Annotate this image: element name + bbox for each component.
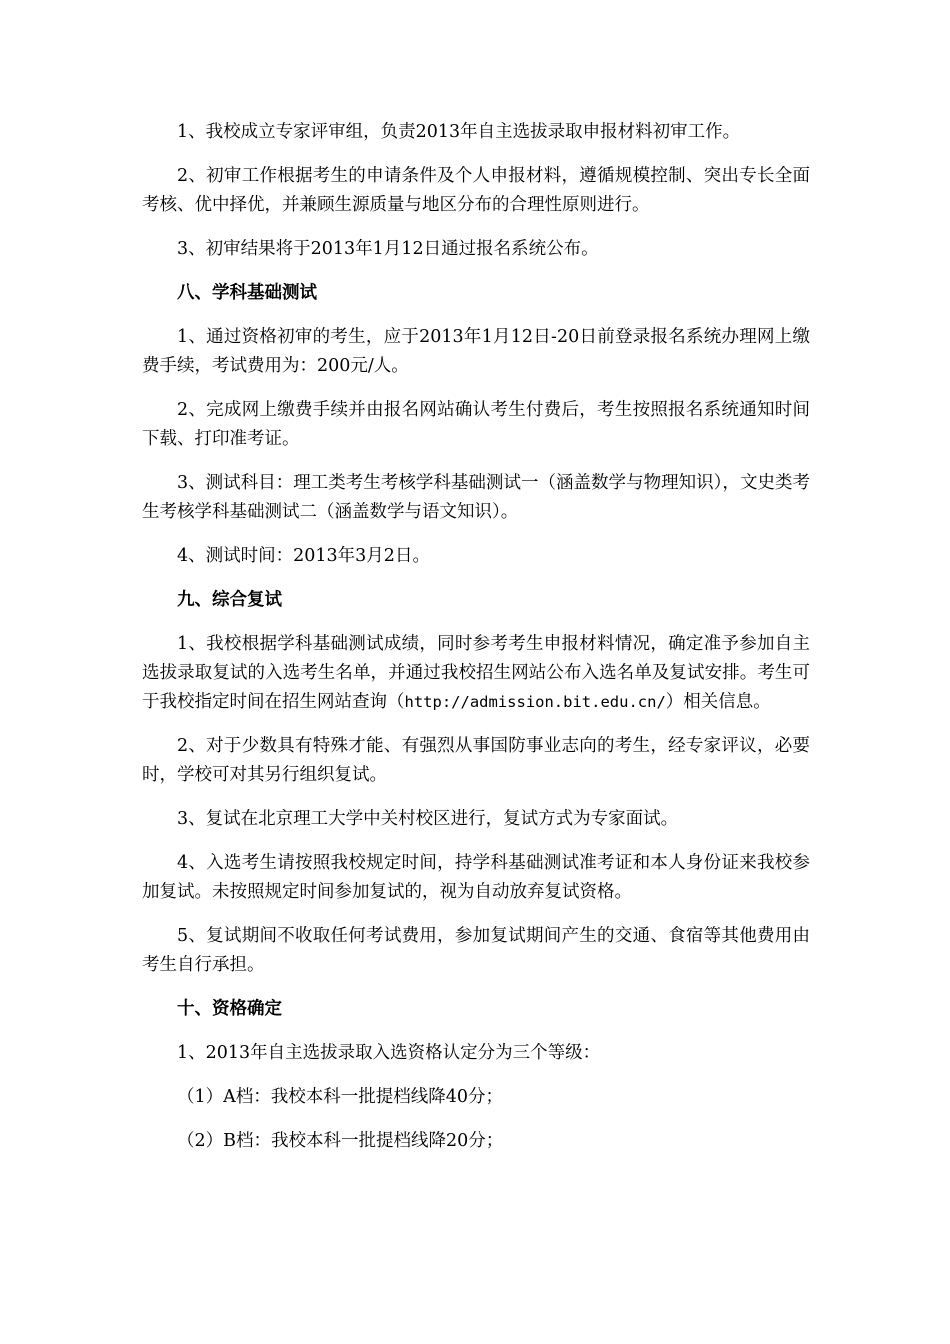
paragraph-9-3: 3、复试在北京理工大学中关村校区进行，复试方式为专家面试。	[177, 809, 679, 829]
paragraph-10-1: 1、2013年自主选拔录取入选资格认定分为三个等级：	[177, 1043, 601, 1063]
paragraph-8-3: 3、测试科目：理工类考生考核学科基础测试一（涵盖数学与物理知识），文史类考生考核学科基础测试二（涵盖数学与语文知识）。	[142, 473, 810, 522]
paragraph-7-1: 1、我校成立专家评审组，负责2013年自主选拔录取申报材料初审工作。	[177, 122, 741, 142]
paragraph-9-1-text-b: ）相关信息。	[665, 692, 771, 712]
section-8-heading: 八、学科基础测试	[177, 283, 317, 303]
paragraph-9-2: 2、对于少数具有特殊才能、有强烈从事国防事业志向的考生，经专家评议，必要时，学校可对其另行组织复试。	[142, 736, 810, 785]
paragraph-10-b: （2）B档：我校本科一批提档线降20分；	[177, 1131, 504, 1151]
paragraph-9-1-text-a: 1、我校根据学科基础测试成绩，同时参考考生申报材料情况，确定准予参加自主选拔录取复试的入选考生名单，并通过我校招生网站公布入选名单及复试安排。考生可于我校指定时间在招生网站查询（	[142, 634, 810, 712]
document-page	[142, 118, 810, 1171]
paragraph-8-2: 2、完成网上缴费手续并由报名网站确认考生付费后，考生按照报名系统通知时间下载、打印准考证。	[142, 400, 810, 449]
paragraph-8-4: 4、测试时间：2013年3月2日。	[177, 546, 430, 566]
paragraph-9-5: 5、复试期间不收取任何考试费用，参加复试期间产生的交通、食宿等其他费用由考生自行承担。	[142, 926, 810, 975]
paragraph-7-2: 2、初审工作根据考生的申请条件及个人申报材料，遵循规模控制、突出专长全面考核、优中择优，并兼顾生源质量与地区分布的合理性原则进行。	[142, 166, 810, 215]
paragraph-7-3: 3、初审结果将于2013年1月12日通过报名系统公布。	[177, 239, 599, 259]
section-10-heading: 十、资格确定	[177, 999, 282, 1019]
paragraph-9-1	[142, 630, 810, 717]
paragraph-8-1: 1、通过资格初审的考生，应于2013年1月12日-20日前登录报名系统办理网上缴费手续，考试费用为：200元/人。	[142, 327, 810, 376]
admission-website-link[interactable]: http://admission.bit.edu.cn/	[404, 693, 666, 711]
section-9-heading: 九、综合复试	[177, 590, 282, 610]
paragraph-9-4: 4、入选考生请按照我校规定时间，持学科基础测试准考证和本人身份证来我校参加复试。未按照规定时间参加复试的，视为自动放弃复试资格。	[142, 853, 810, 902]
paragraph-10-a: （1）A档：我校本科一批提档线降40分；	[177, 1087, 504, 1107]
